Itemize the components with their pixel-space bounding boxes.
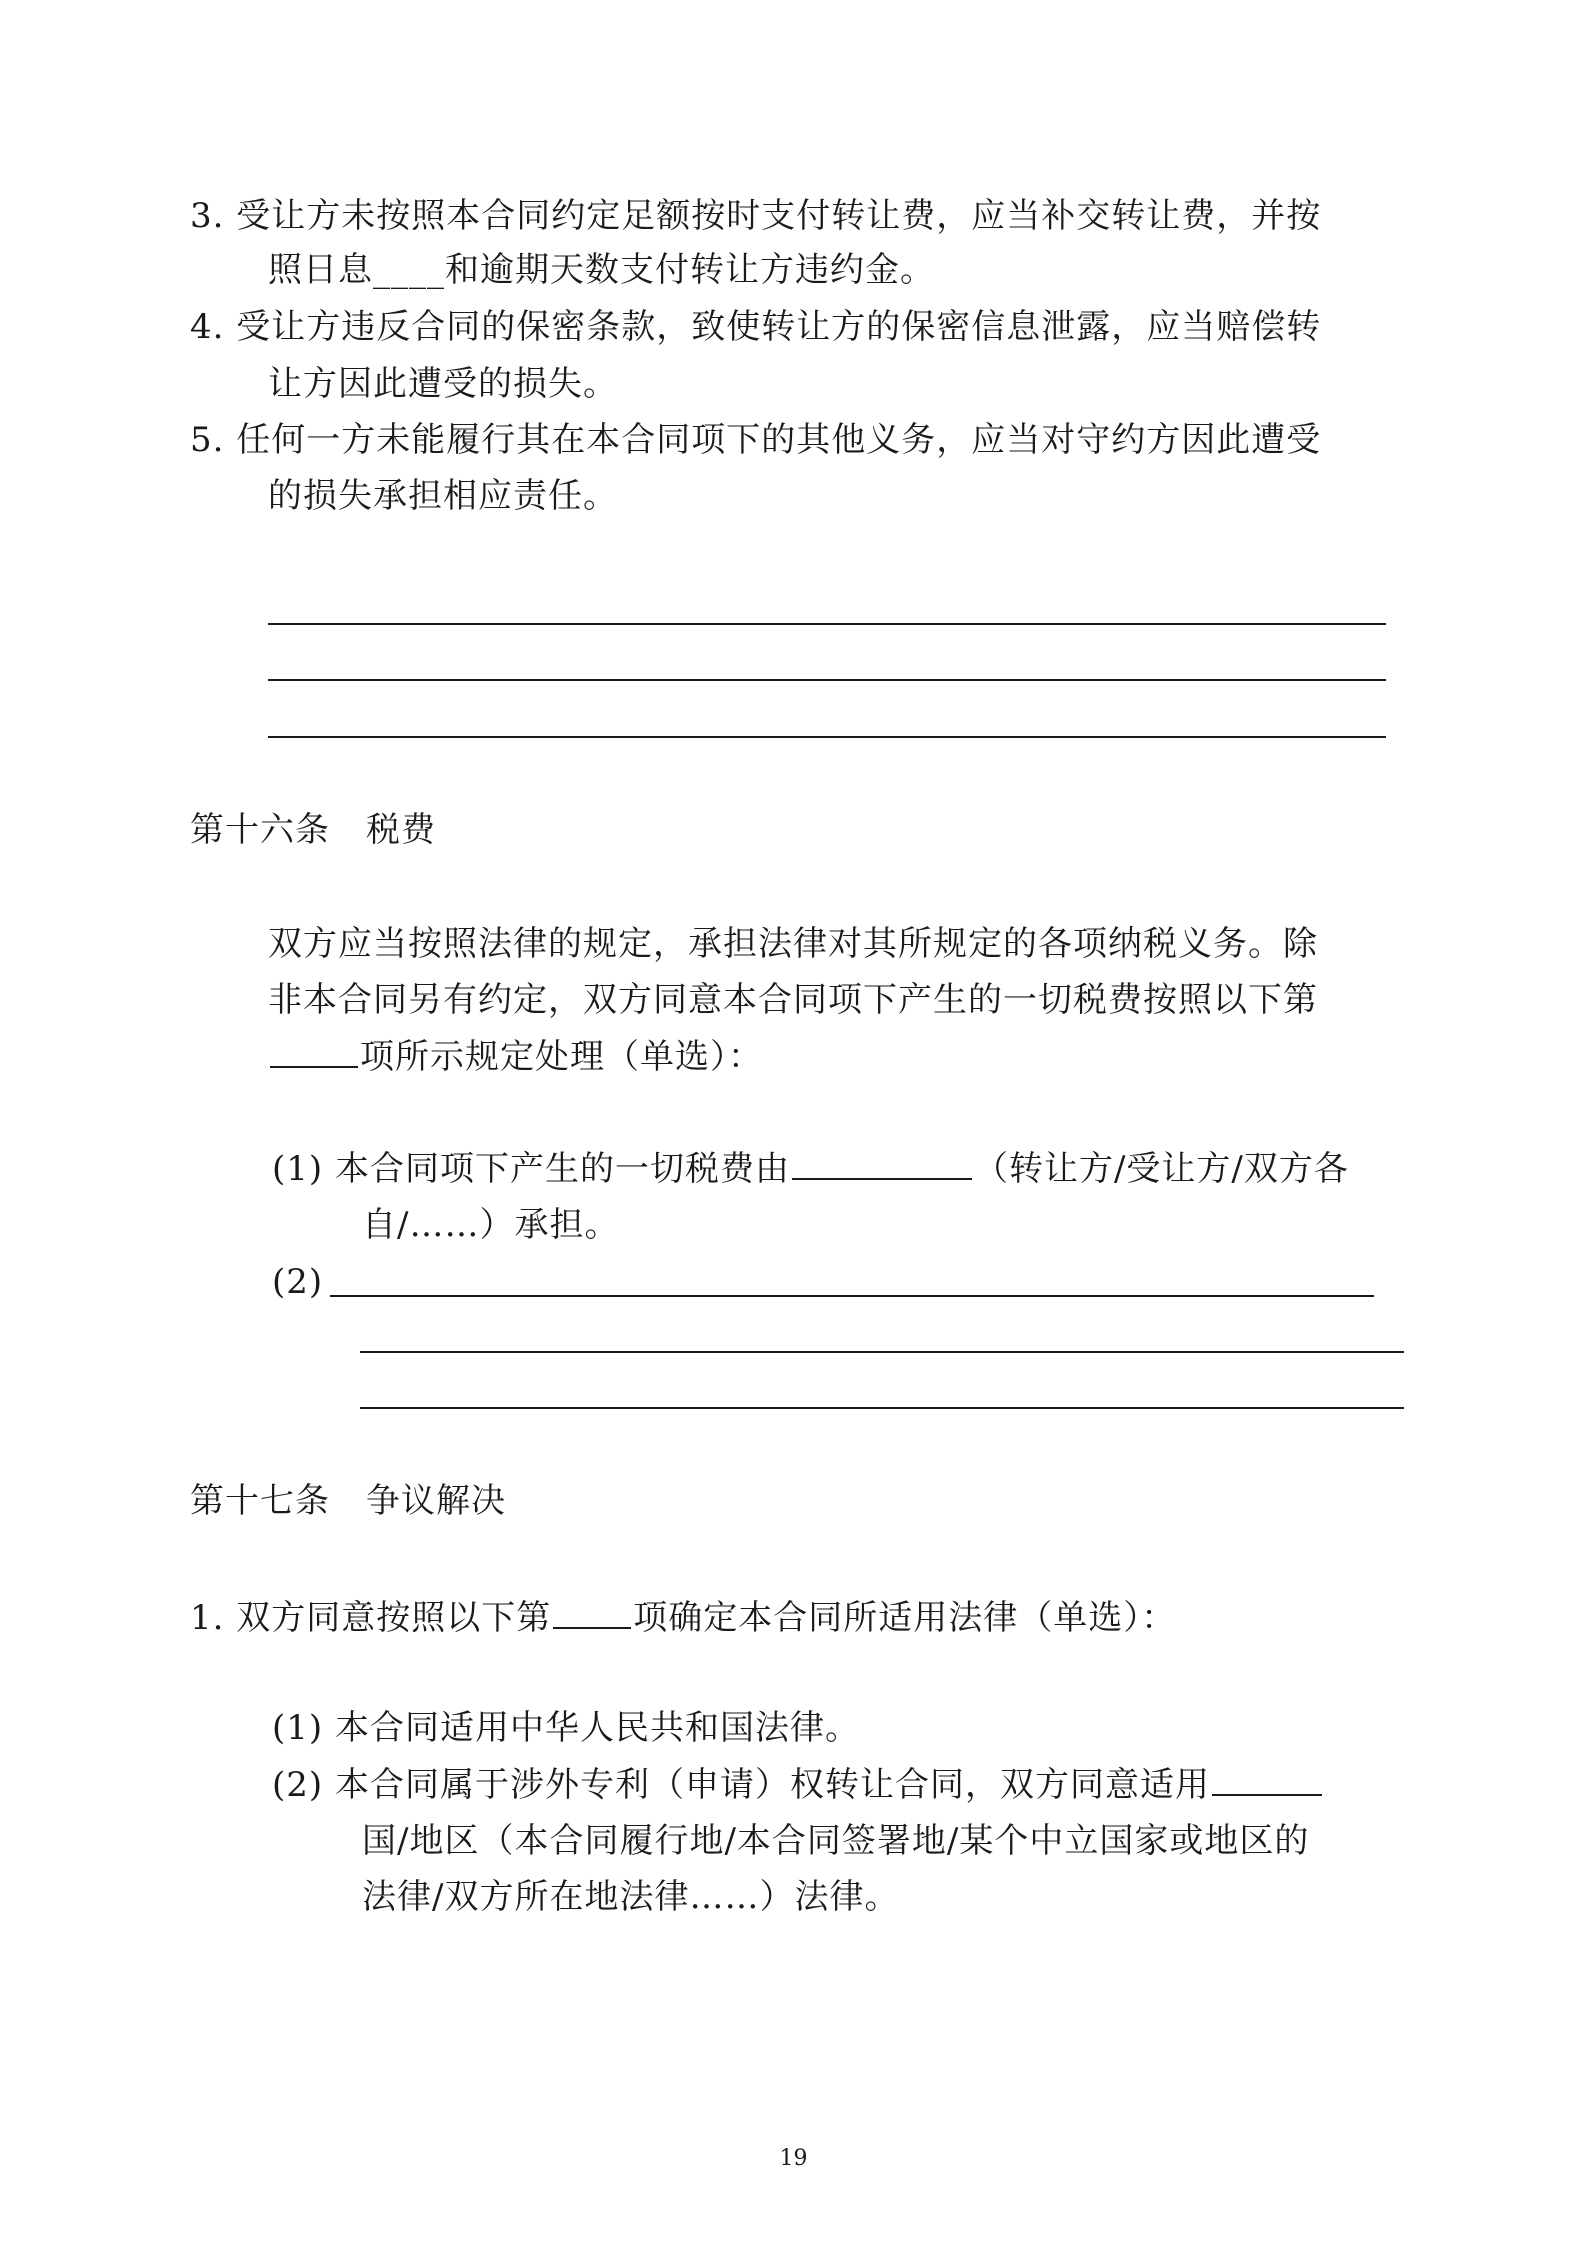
section-16-option-1-line-2: 自/……）承担。: [362, 1205, 620, 1245]
section-16-para-line-2: 非本合同另有约定，双方同意本合同项下产生的一切税费按照以下第: [268, 980, 1318, 1020]
tax-option-blank[interactable]: [270, 1036, 358, 1068]
section-17-number: 第十七条: [190, 1481, 330, 1521]
daily-interest-blank[interactable]: ____: [373, 250, 445, 290]
fill-in-rule-2[interactable]: [268, 679, 1386, 681]
section-16-option-2-label: (2): [272, 1262, 324, 1302]
section-17-item-1: 1. 双方同意按照以下第 项确定本合同所适用法律（单选）：: [190, 1598, 1177, 1638]
fill-in-rule-1[interactable]: [268, 623, 1386, 625]
clause-4-line-2: 让方因此遭受的损失。: [268, 364, 618, 404]
section-16-option-1-line-1: (1) 本合同项下产生的一切税费由 （转让方/受让方/双方各: [272, 1149, 1349, 1189]
section-16-number: 第十六条: [190, 810, 330, 850]
section-16-title: 税费: [366, 810, 436, 850]
section-17-option-2-line-2: 国/地区（本合同履行地/本合同签署地/某个中立国家或地区的: [362, 1821, 1310, 1861]
clause-5-line-2: 的损失承担相应责任。: [268, 476, 618, 516]
governing-law-country-blank[interactable]: [1212, 1764, 1322, 1796]
section-16-para-line-1: 双方应当按照法律的规定，承担法律对其所规定的各项纳税义务。除: [268, 924, 1318, 964]
governing-law-option-blank[interactable]: [553, 1597, 631, 1629]
clause-4-line-1: 4. 受让方违反合同的保密条款，致使转让方的保密信息泄露，应当赔偿转: [190, 307, 1322, 347]
section-17-heading: [190, 1481, 506, 1521]
section-17-option-2-line-3: 法律/双方所在地法律……）法律。: [362, 1877, 900, 1917]
section-17-option-2-line-1: (2) 本合同属于涉外专利（申请）权转让合同，双方同意适用: [272, 1764, 1324, 1805]
section-16-para-line-3: 项所示规定处理（单选）：: [268, 1036, 763, 1077]
section-16-heading: [190, 810, 436, 850]
section-17-title: 争议解决: [366, 1481, 506, 1521]
clause-5-line-1: 5. 任何一方未能履行其在本合同项下的其他义务，应当对守约方因此遭受: [190, 420, 1322, 460]
clause-3-line-1: 3. 受让方未按照本合同约定足额按时支付转让费，应当补交转让费，并按: [190, 196, 1322, 236]
option-2-fill-in-rule-1[interactable]: [330, 1295, 1374, 1297]
clause-3-line-2: 照日息____和逾期天数支付转让方违约金。: [268, 250, 935, 290]
section-17-option-1: (1) 本合同适用中华人民共和国法律。: [272, 1708, 860, 1748]
option-2-fill-in-rule-2[interactable]: [360, 1351, 1404, 1353]
page-number: 19: [779, 2146, 808, 2171]
fill-in-rule-3[interactable]: [268, 736, 1386, 738]
tax-bearer-blank[interactable]: [792, 1148, 972, 1180]
option-2-fill-in-rule-3[interactable]: [360, 1407, 1404, 1409]
